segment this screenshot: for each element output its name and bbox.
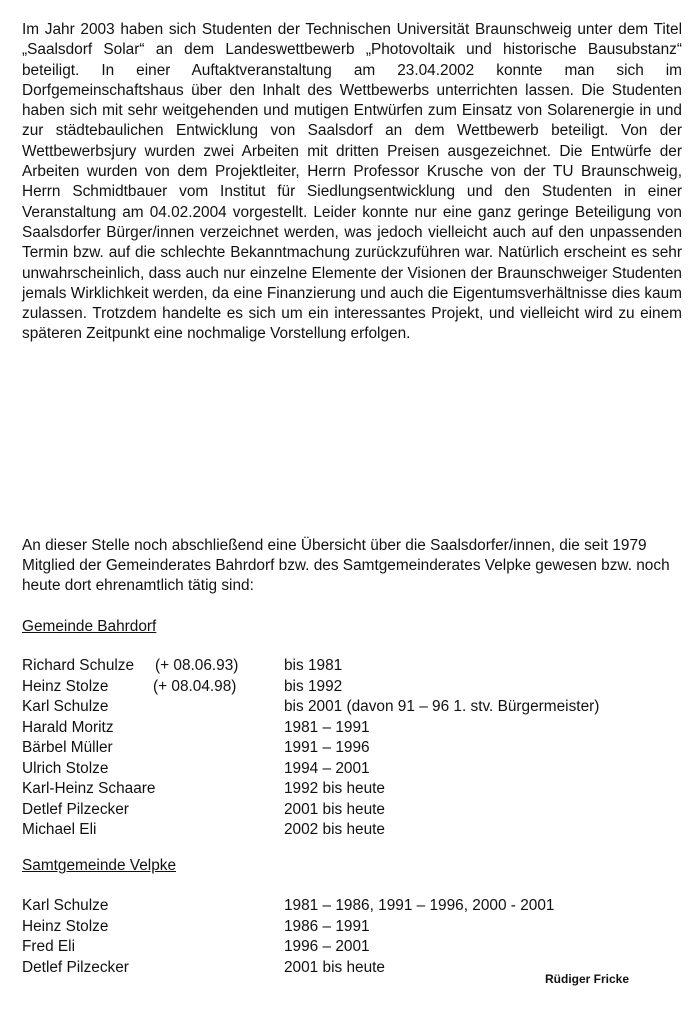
member-row (22, 821, 682, 842)
member-name: Karl-Heinz Schaare (22, 780, 156, 797)
member-row (22, 698, 682, 719)
member-row (22, 760, 682, 781)
member-term: 2001 bis heute (284, 958, 385, 976)
member-row (22, 801, 682, 822)
member-row (22, 918, 682, 939)
member-death-date: (+ 08.04.98) (153, 677, 237, 695)
member-term: 1996 – 2001 (284, 938, 370, 955)
member-term: bis 2001 (davon 91 – 96 1. stv. Bürgermeister) (284, 698, 600, 715)
member-name: Detlef Pilzecker (22, 958, 129, 976)
member-row (22, 938, 682, 959)
member-row (22, 780, 682, 801)
member-name: Harald Moritz (22, 718, 114, 736)
section-heading-gemeinde: Gemeinde Bahrdorf (22, 618, 157, 635)
member-name: Heinz Stolze (22, 917, 109, 935)
member-name: Fred Eli (22, 938, 76, 955)
member-name: Ulrich Stolze (22, 759, 109, 777)
author-signature: Rüdiger Fricke (545, 972, 630, 986)
member-term: 1992 bis heute (284, 780, 385, 797)
member-row (22, 897, 682, 918)
member-row (22, 657, 682, 678)
member-row (22, 719, 682, 740)
member-term: bis 1992 (284, 677, 343, 695)
section-heading-samtgemeinde: Samtgemeinde Velpke (22, 857, 177, 874)
member-list-gemeinde (22, 657, 682, 842)
member-term: 1981 – 1991 (284, 718, 370, 736)
overview-intro: An dieser Stelle noch abschließend eine Übersicht über die Saalsdorfer/innen, die seit 1979 Mitglied der Gemeinderates Bahrdorf bzw. des Samtgemeinderates Velpke gewesen bzw. noch heute dort ehrenamtlich tätig sind: (22, 537, 670, 594)
body-paragraph: Im Jahr 2003 haben sich Studenten der Technischen Universität Braunschweig unter dem Titel „Saalsdorf Solar“ an dem Landeswettbewerb „Photovoltaik und historische Bausubstanz“ beteiligt. In einer Auftaktveranstaltung am 23.04.2002 konnte man sich im Dorfgemeinschaftshaus über den Inhalt des Wettbewerbs unterrichten lassen. Die Studenten haben sich mit sehr weitgehenden und mutigen Entwürfen zum Einsatz von Solarenergie in und zur städtebaulichen Entwicklung von Saalsdorf an dem Wettbewerb beteiligt. Von der Wettbewerbsjury wurden zwei Arbeiten mit dritten Preisen ausgezeichnet. Die Entwürfe der Arbeiten wurden von dem Projektleiter, Herrn Professor Krusche von der TU Braunschweig, Herrn Schmidtbauer vom Institut für Siedlungsentwicklung und den Studenten in einer Veranstaltung am 04.02.2004 vorgestellt. Leider konnte nur eine ganz geringe Beteiligung von Saalsdorfer Bürger/innen verzeichnet werden, was jedoch vielleicht auch auf den unpassenden Termin bzw. auf die schlechte Bekanntmachung zurückzuführen war. Natürlich erscheint es sehr unwahrscheinlich, dass auch nur einzelne Elemente der Visionen der Braunschweiger Studenten jemals Wirklichkeit werden, da eine Finanzierung und auch die Eigentumsverhältnisse dies kaum zulassen. Trotzdem handelte es sich um ein interessantes Projekt, und vielleicht wird zu einem späteren Zeitpunkt eine nochmalige Vorstellung erfolgen. (22, 21, 682, 343)
member-term: 1991 – 1996 (284, 739, 370, 756)
member-term: bis 1981 (284, 657, 343, 674)
member-term: 1981 – 1986, 1991 – 1996, 2000 - 2001 (284, 897, 555, 914)
member-row (22, 678, 682, 699)
member-name: Karl Schulze (22, 897, 109, 914)
member-name: Detlef Pilzecker (22, 800, 129, 818)
member-list-samtgemeinde (22, 897, 682, 979)
member-term: 1994 – 2001 (284, 759, 370, 777)
member-name: Richard Schulze (22, 657, 135, 674)
member-term: 2002 bis heute (284, 821, 385, 838)
member-term: 1986 – 1991 (284, 917, 370, 935)
member-name: Michael Eli (22, 821, 97, 838)
member-name: Bärbel Müller (22, 739, 113, 756)
member-name: Heinz Stolze (22, 677, 109, 695)
member-row (22, 739, 682, 760)
member-term: 2001 bis heute (284, 800, 385, 818)
member-death-date: (+ 08.06.93) (155, 657, 239, 674)
member-name: Karl Schulze (22, 698, 109, 715)
